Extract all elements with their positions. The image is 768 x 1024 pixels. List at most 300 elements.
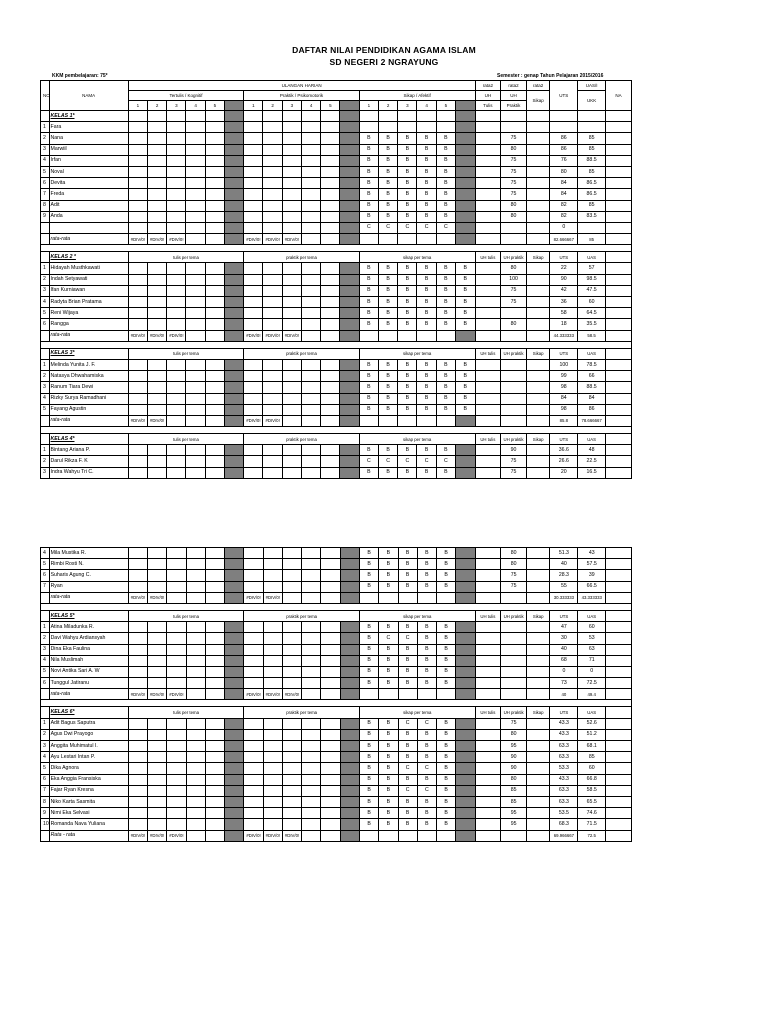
student-number: 1 [41, 622, 50, 633]
praktik-cell [244, 144, 263, 155]
average-sikap [398, 234, 417, 245]
sikap-grade: B [379, 718, 398, 729]
class-header-row [41, 434, 632, 445]
sikap-label: Sikap [526, 707, 550, 718]
student-row [41, 819, 632, 830]
tulis-cell [205, 297, 224, 308]
uh-tulis-label: UH tulis [475, 252, 501, 263]
uas-value: 60 [578, 763, 606, 774]
sikap-grade [436, 122, 455, 133]
praktik-cell [301, 404, 320, 415]
gray-cell [224, 133, 243, 144]
praktik-cell [263, 644, 282, 655]
sikap-grade: B [437, 581, 456, 592]
sikap-grade: B [455, 285, 475, 296]
sikap-cell [455, 166, 475, 177]
sikap-cell [456, 796, 475, 807]
tulis-cell [186, 752, 205, 763]
uts-label: UTS [550, 434, 578, 445]
sikap-grade: B [359, 144, 378, 155]
tulis-cell [186, 274, 205, 285]
sikap-grade: B [359, 189, 378, 200]
tulis-cell [205, 729, 224, 740]
gray-cell [340, 371, 359, 382]
average-praktik [321, 689, 340, 700]
tulis-cell [147, 359, 166, 370]
average-sikap [398, 415, 417, 426]
praktik-cell [263, 819, 282, 830]
average-sikap [417, 592, 436, 603]
empty-cell [606, 819, 632, 830]
tulis-cell [148, 763, 167, 774]
average-tulis: #DIV/0! [167, 330, 186, 341]
gray-cell [224, 359, 243, 370]
sikap-grade: B [359, 308, 378, 319]
praktik-cell [244, 763, 263, 774]
student-name: Ifan Kurniawan [49, 285, 128, 296]
sikap-grade: C [359, 222, 378, 233]
uh-header: UH [501, 91, 527, 101]
tulis-cell [128, 559, 147, 570]
praktik-cell [263, 633, 282, 644]
praktik-cell [263, 222, 282, 233]
col-number [224, 101, 243, 111]
empty-cell [526, 144, 550, 155]
gray-cell [340, 274, 359, 285]
sikap-grade: B [417, 559, 436, 570]
col-number: 5 [321, 101, 340, 111]
empty-cell [475, 819, 501, 830]
tulis-cell [186, 548, 205, 559]
praktik-cell [321, 178, 340, 189]
empty-cell [41, 610, 50, 621]
average-praktik [340, 830, 359, 841]
empty-cell [606, 610, 632, 621]
tulis-cell [167, 456, 186, 467]
empty-cell [526, 689, 550, 700]
tulis-cell [205, 122, 224, 133]
praktik-cell [301, 189, 320, 200]
student-number: 1 [41, 718, 50, 729]
average-tulis [186, 830, 205, 841]
student-name: Tunggul Jatiranu [49, 678, 128, 689]
praktik-cell [244, 178, 263, 189]
spacer-cell [41, 427, 632, 434]
gray-cell [340, 222, 359, 233]
col-number: 3 [398, 101, 417, 111]
praktik-per-tema-label: praktik per tema [244, 252, 360, 263]
uts-value: 30 [550, 633, 578, 644]
empty-cell [244, 111, 263, 122]
empty-cell [526, 382, 550, 393]
gray-cell [224, 144, 243, 155]
student-number: 5 [41, 763, 50, 774]
tulis-cell [167, 774, 186, 785]
sikap-grade: B [378, 382, 397, 393]
sikap-cell [456, 774, 475, 785]
gray-cell [340, 393, 359, 404]
student-number: 1 [41, 445, 50, 456]
average-tulis: #DIV/0! [167, 689, 186, 700]
uas-value [578, 122, 606, 133]
empty-cell [475, 548, 501, 559]
empty-cell [526, 581, 550, 592]
sikap-grade: B [417, 655, 436, 666]
empty-cell [186, 111, 205, 122]
gray-cell [224, 467, 243, 478]
uas-value: 85 [578, 752, 606, 763]
student-row [41, 166, 632, 177]
tulis-cell [148, 741, 167, 752]
sikap-grade: B [398, 319, 417, 330]
sikap-grade: B [379, 729, 398, 740]
empty-cell [475, 752, 501, 763]
uts-value: 43.3 [550, 729, 578, 740]
average-sikap [359, 689, 378, 700]
average-sikap [378, 330, 397, 341]
tulis-cell [186, 718, 205, 729]
praktik-cell [301, 308, 320, 319]
gray-cell [224, 371, 243, 382]
tertulis-header: Tertulis / Kognitif [128, 91, 244, 101]
praktik-cell [244, 371, 263, 382]
empty-cell [526, 111, 550, 122]
uas-label: UAS [578, 348, 606, 359]
empty-cell [475, 234, 501, 245]
tulis-cell [205, 581, 224, 592]
student-name: Novi Antika Sari A. W [49, 666, 128, 677]
sikap-grade: B [359, 655, 378, 666]
sikap-grade: B [417, 752, 436, 763]
average-tulis: #DIV/0! [128, 234, 147, 245]
tulis-cell [128, 274, 147, 285]
sikap-grade: B [417, 581, 436, 592]
student-row [41, 741, 632, 752]
sikap-grade: B [378, 393, 397, 404]
tulis-cell [128, 200, 147, 211]
empty-cell [606, 752, 632, 763]
gray-cell [340, 633, 359, 644]
average-label: rata-rata [49, 592, 128, 603]
empty-cell [606, 252, 632, 263]
tulis-cell [147, 308, 166, 319]
tulis-cell [167, 808, 186, 819]
tulis-cell [128, 155, 147, 166]
student-number: 2 [41, 729, 50, 740]
praktik-cell [282, 297, 301, 308]
sikap-grade: C [417, 785, 436, 796]
empty-cell [526, 752, 550, 763]
tulis-cell [148, 548, 167, 559]
praktik-per-tema-label: praktik per tema [244, 707, 360, 718]
student-row [41, 666, 632, 677]
sikap-grade: B [417, 644, 436, 655]
sikap-grade: B [379, 796, 398, 807]
praktik-cell [301, 456, 320, 467]
praktik-cell [301, 285, 320, 296]
gray-cell [340, 729, 359, 740]
tulis-cell [205, 200, 224, 211]
sikap-cell [455, 155, 475, 166]
tulis-cell [148, 633, 167, 644]
tulis-cell [205, 548, 224, 559]
sikap-cell [456, 718, 475, 729]
tulis-cell [205, 644, 224, 655]
praktik-cell [282, 678, 301, 689]
student-number: 1 [41, 359, 50, 370]
praktik-cell [282, 785, 301, 796]
student-name: Irfan [49, 155, 128, 166]
tulis-cell [147, 297, 166, 308]
uas-value [578, 222, 606, 233]
sikap-grade: B [378, 285, 397, 296]
student-number: 5 [41, 666, 50, 677]
praktik-cell [282, 633, 301, 644]
empty-cell [475, 570, 501, 581]
tulis-cell [167, 819, 186, 830]
sikap-grade: B [378, 166, 397, 177]
sikap-grade: B [398, 796, 417, 807]
student-row [41, 622, 632, 633]
student-number: 4 [41, 155, 50, 166]
rata2-header: rata2 [501, 81, 527, 91]
uts-value: 36 [550, 297, 578, 308]
tulis-cell [128, 633, 147, 644]
sikap-cell [455, 467, 475, 478]
average-praktik: #DIV/0! [263, 330, 282, 341]
tulis-cell [167, 763, 186, 774]
average-row [41, 415, 632, 426]
empty-cell [606, 133, 632, 144]
empty-cell [224, 111, 243, 122]
student-row [41, 155, 632, 166]
average-praktik [321, 592, 340, 603]
average-tulis [224, 415, 243, 426]
gray-cell [224, 189, 243, 200]
student-row [41, 456, 632, 467]
gray-cell [340, 718, 359, 729]
sikap-grade: B [359, 678, 378, 689]
praktik-cell [263, 274, 282, 285]
tulis-cell [205, 559, 224, 570]
sikap-grade: C [417, 718, 436, 729]
gray-cell [224, 155, 243, 166]
sikap-grade: B [359, 371, 378, 382]
student-row [41, 144, 632, 155]
sikap-grade: B [437, 678, 456, 689]
sikap-grade: B [398, 666, 417, 677]
gray-cell [340, 666, 359, 677]
sikap-grade: B [359, 819, 378, 830]
col-number: 4 [301, 101, 320, 111]
uh-value: 75 [501, 718, 527, 729]
uas-value: 51.2 [578, 729, 606, 740]
average-label: rata-rata [49, 415, 128, 426]
sikap-grade: B [417, 467, 436, 478]
average-praktik: #DIV/0! [282, 689, 301, 700]
sikap-cell [456, 729, 475, 740]
tulis-cell [205, 808, 224, 819]
empty-cell [526, 359, 550, 370]
gray-cell [224, 263, 243, 274]
spacer-row [41, 341, 632, 348]
col-number [455, 101, 475, 111]
sikap-grade: B [398, 808, 417, 819]
tulis-cell [148, 644, 167, 655]
average-tulis [205, 415, 224, 426]
praktik-cell [321, 382, 340, 393]
tulis-cell [186, 729, 205, 740]
tulis-cell [186, 211, 205, 222]
uas-value: 58.5 [578, 785, 606, 796]
praktik-cell [263, 559, 282, 570]
uh-value: 95 [501, 819, 527, 830]
student-number: 3 [41, 644, 50, 655]
sikap-grade: B [436, 445, 455, 456]
uts-value: 76 [550, 155, 578, 166]
tulis-cell [205, 445, 224, 456]
uh-praktik-label: UH praktik [501, 252, 527, 263]
sikap-grade: B [359, 559, 378, 570]
praktik-cell [321, 308, 340, 319]
gray-cell [225, 718, 244, 729]
average-tulis [167, 592, 186, 603]
empty-cell [606, 166, 632, 177]
sikap-grade: B [437, 548, 456, 559]
student-row [41, 122, 632, 133]
gray-cell [224, 319, 243, 330]
tulis-cell [147, 319, 166, 330]
sikap-grade: B [379, 622, 398, 633]
uas-value: 60 [578, 297, 606, 308]
empty-cell [526, 633, 550, 644]
tulis-per-tema-label: tulis per tema [128, 610, 244, 621]
student-name: Mila Mustika R. [49, 548, 128, 559]
student-row [41, 774, 632, 785]
average-tulis: #DIV/0! [128, 689, 147, 700]
sikap-grade: B [359, 404, 378, 415]
gray-cell [340, 456, 359, 467]
praktik-cell [263, 155, 282, 166]
praktik-header: Praktik / Psikomotorik [244, 91, 360, 101]
praktik-cell [282, 319, 301, 330]
uh-value [501, 678, 527, 689]
uas-value: 78.5 [578, 359, 606, 370]
uas-label: UAS [578, 707, 606, 718]
praktik-cell [301, 166, 320, 177]
empty-cell [526, 819, 550, 830]
uts-value: 22 [550, 263, 578, 274]
sikap-grade: C [398, 222, 417, 233]
student-number: 8 [41, 200, 50, 211]
tulis-cell [148, 570, 167, 581]
sikap-grade: B [417, 570, 436, 581]
sikap-grade: B [417, 796, 436, 807]
student-number: 5 [41, 308, 50, 319]
tulis-cell [147, 155, 166, 166]
tulis-cell [128, 445, 147, 456]
tulis-cell [148, 581, 167, 592]
empty-cell [475, 689, 501, 700]
student-name: Dika Agnora [49, 763, 128, 774]
praktik-cell [244, 308, 263, 319]
gray-cell [224, 393, 243, 404]
praktik-cell [263, 144, 282, 155]
student-row [41, 655, 632, 666]
sikap-grade: B [359, 644, 378, 655]
uh-value: 90 [501, 445, 527, 456]
praktik-cell [244, 570, 263, 581]
empty-cell [606, 111, 632, 122]
uas-value: 64.5 [578, 308, 606, 319]
empty-cell [475, 644, 501, 655]
student-number: 4 [41, 297, 50, 308]
empty-cell [167, 111, 186, 122]
praktik-cell [321, 222, 340, 233]
tulis-cell [167, 718, 186, 729]
student-row [41, 319, 632, 330]
praktik-cell [321, 570, 340, 581]
sikap-grade: C [359, 456, 378, 467]
empty-cell [606, 359, 632, 370]
praktik-cell [263, 678, 282, 689]
average-tulis [205, 234, 224, 245]
praktik-cell [321, 774, 340, 785]
average-praktik [282, 592, 301, 603]
uh-value: 80 [501, 319, 527, 330]
col-number: 2 [378, 101, 397, 111]
uas-value: 85 [578, 144, 606, 155]
praktik-cell [302, 581, 321, 592]
empty-cell [526, 330, 550, 341]
student-row [41, 222, 632, 233]
praktik-cell [321, 655, 340, 666]
empty-cell [475, 785, 501, 796]
header-row [41, 91, 632, 101]
sikap-grade: B [359, 166, 378, 177]
praktik-cell [302, 808, 321, 819]
praktik-per-tema-label: praktik per tema [244, 434, 360, 445]
gray-cell [340, 404, 359, 415]
praktik-cell [302, 570, 321, 581]
praktik-cell [263, 763, 282, 774]
praktik-cell [263, 785, 282, 796]
praktik-cell [301, 274, 320, 285]
sikap-grade: B [437, 718, 456, 729]
sikap-grade: B [437, 570, 456, 581]
uts-value: 82 [550, 200, 578, 211]
gray-cell [225, 559, 244, 570]
sikap-cell [456, 819, 475, 830]
praktik-cell [282, 644, 301, 655]
empty-cell [475, 456, 501, 467]
sikap-grade: B [378, 445, 397, 456]
uh-value: 80 [501, 548, 527, 559]
student-name: Agus Dwi Prayogo [49, 729, 128, 740]
praktik-cell [321, 819, 340, 830]
empty-cell [606, 729, 632, 740]
gray-cell [340, 655, 359, 666]
sikap-grade: B [417, 200, 436, 211]
average-praktik: #DIV/0! [244, 234, 263, 245]
sikap-grade: B [398, 559, 417, 570]
empty-cell [359, 111, 378, 122]
sikap-grade: B [398, 581, 417, 592]
spacer-row [41, 700, 632, 707]
sikap-grade: B [398, 774, 417, 785]
average-uas: 78.666667 [578, 415, 606, 426]
sikap-grade: C [398, 785, 417, 796]
